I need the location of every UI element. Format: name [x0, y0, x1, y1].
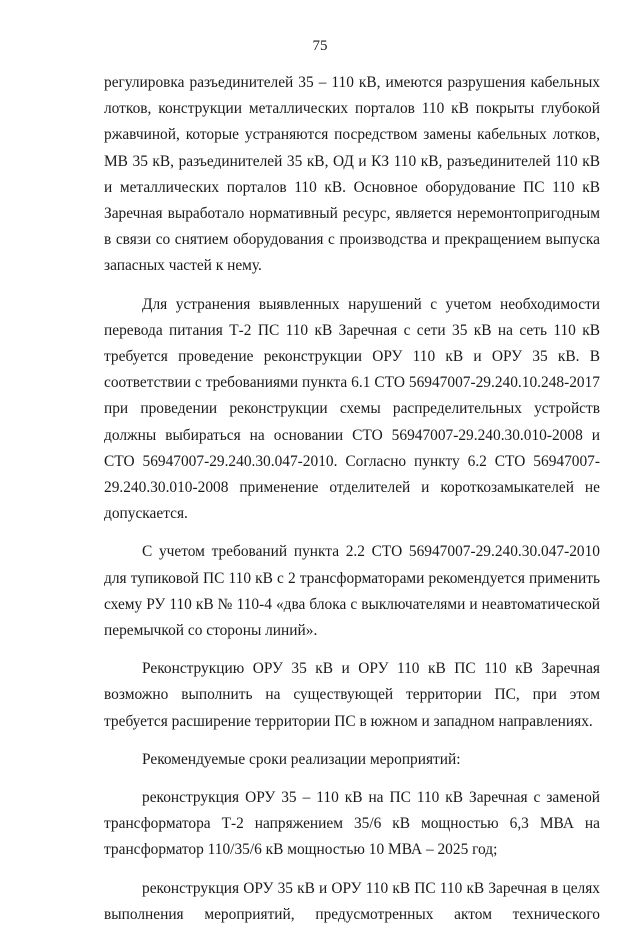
paragraph-timeline-item-2: реконструкция ОРУ 35 кВ и ОРУ 110 кВ ПС 110 кВ Заречная в целях выполнения мероприятий, предусмотренных актом технического [104, 879, 600, 923]
paragraph-timeline-heading: Рекомендуемые сроки реализации мероприятий: [142, 750, 461, 768]
document-body [104, 70, 600, 928]
paragraph-recommended-scheme: С учетом требований пункта 2.2 СТО 56947007-29.240.30.047-2010 для тупиковой ПС 110 кВ с 2 трансформаторами рекомендуется применить схему РУ 110 кВ № 110-4 «два блока с выключателями и неавтоматической перемычкой со стороны линий». [104, 543, 600, 640]
paragraph-equipment-condition: регулировка разъединителей 35 – 110 кВ, имеются разрушения кабельных лотков, конструкции металлических порталов 110 кВ покрыты глубокой ржавчиной, которые устраняются посредством замены кабельных лотков, МВ 35 кВ, разъединителей 35 кВ, ОД и КЗ 110 кВ, разъединителей 110 кВ и металлических порталов 110 кВ. Основное оборудование ПС 110 кВ Заречная выработало нормативный ресурс, является неремонтопригодным в связи со снятием оборудования с производства и прекращением выпуска запасных частей к нему. [104, 74, 600, 275]
paragraph-territory-expansion: Реконструкцию ОРУ 35 кВ и ОРУ 110 кВ ПС 110 кВ Заречная возможно выполнить на существующей территории ПС, при этом требуется расширение территории ПС в южном и западном направлениях. [104, 660, 600, 730]
paragraph-reconstruction-requirements: Для устранения выявленных нарушений с учетом необходимости перевода питания Т-2 ПС 110 кВ Заречная с сети 35 кВ на сеть 110 кВ требуется проведение реконструкции ОРУ 110 кВ и ОРУ 35 кВ. В соответствии с требованиями пункта 6.1 СТО 56947007-29.240.10.248-2017 при проведении реконструкции схемы распределительных устройств должны выбираться на основании СТО 56947007-29.240.30.010-2008 и СТО 56947007-29.240.30.047-2010. Согласно пункту 6.2 СТО 56947007-29.240.30.010-2008 применение отделителей и короткозамыкателей не допускается. [104, 295, 600, 523]
page-number: 75 [312, 38, 328, 54]
paragraph-timeline-item-1: реконструкция ОРУ 35 – 110 кВ на ПС 110 кВ Заречная с заменой трансформатора Т-2 напряжением 35/6 кВ мощностью 6,3 МВА на трансформатор 110/35/6 кВ мощностью 10 МВА – 2025 год; [104, 789, 600, 859]
